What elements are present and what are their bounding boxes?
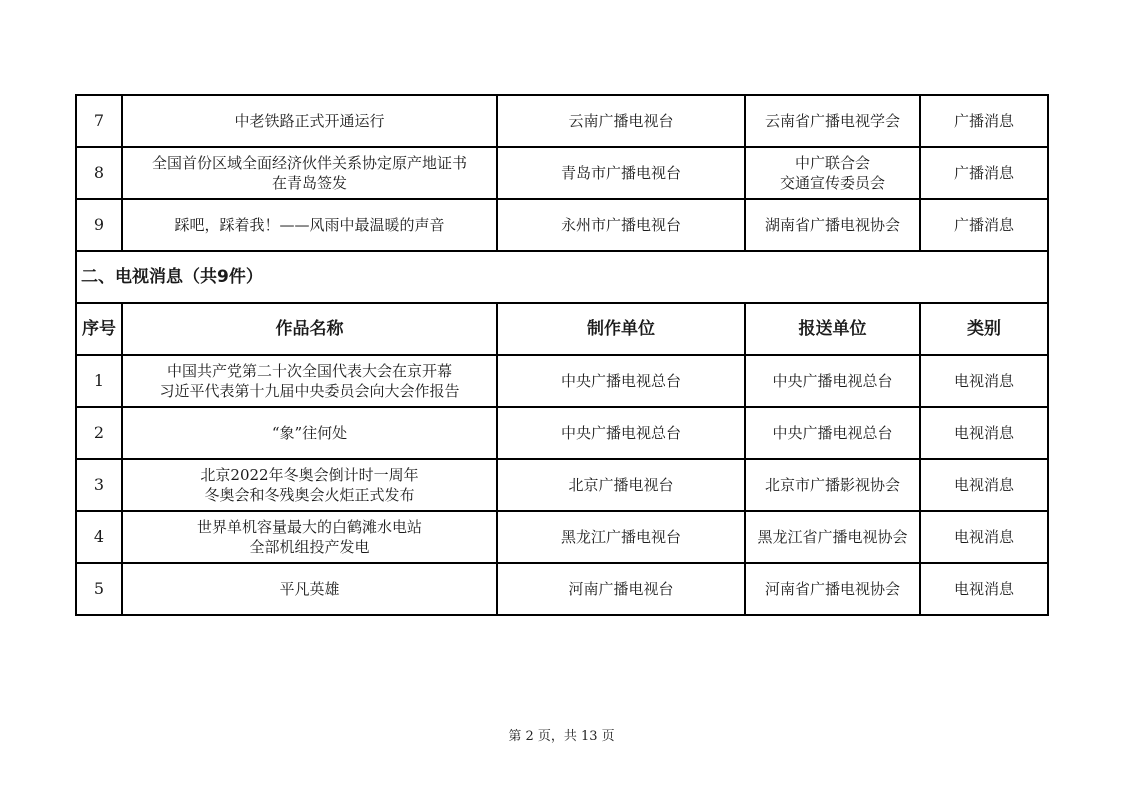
table-row — [76, 147, 1048, 199]
producer: 青岛市广播电视台 — [497, 147, 745, 199]
row-number: 2 — [76, 407, 122, 459]
category: 电视消息 — [920, 563, 1048, 615]
submitter: 中央广播电视总台 — [745, 355, 920, 407]
header-row — [76, 303, 1048, 355]
table-row — [76, 563, 1048, 615]
producer: 北京广播电视台 — [497, 459, 745, 511]
category: 电视消息 — [920, 355, 1048, 407]
award-table — [75, 94, 1049, 616]
row-number: 7 — [76, 95, 122, 147]
work-title: 平凡英雄 — [122, 563, 497, 615]
header-title: 作品名称 — [122, 303, 497, 355]
header-submitter: 报送单位 — [745, 303, 920, 355]
submitter: 云南省广播电视学会 — [745, 95, 920, 147]
work-title: 踩吧，踩着我！——风雨中最温暖的声音 — [122, 199, 497, 251]
producer: 黑龙江广播电视台 — [497, 511, 745, 563]
category: 广播消息 — [920, 147, 1048, 199]
table-row — [76, 199, 1048, 251]
producer: 永州市广播电视台 — [497, 199, 745, 251]
work-title: 全国首份区域全面经济伙伴关系协定原产地证书 在青岛签发 — [122, 147, 497, 199]
work-title: 中国共产党第二十次全国代表大会在京开幕 习近平代表第十九届中央委员会向大会作报告 — [122, 355, 497, 407]
work-title: 世界单机容量最大的白鹤滩水电站 全部机组投产发电 — [122, 511, 497, 563]
producer: 河南广播电视台 — [497, 563, 745, 615]
submitter: 北京市广播影视协会 — [745, 459, 920, 511]
category: 广播消息 — [920, 95, 1048, 147]
table-row — [76, 511, 1048, 563]
table-row — [76, 459, 1048, 511]
header-producer: 制作单位 — [497, 303, 745, 355]
row-number: 8 — [76, 147, 122, 199]
work-title: “象”往何处 — [122, 407, 497, 459]
category: 广播消息 — [920, 199, 1048, 251]
submitter: 湖南省广播电视协会 — [745, 199, 920, 251]
submitter: 黑龙江省广播电视协会 — [745, 511, 920, 563]
section-title: 二、电视消息（共9件） — [76, 251, 1048, 303]
category: 电视消息 — [920, 459, 1048, 511]
submitter: 中央广播电视总台 — [745, 407, 920, 459]
header-category: 类别 — [920, 303, 1048, 355]
table-row — [76, 407, 1048, 459]
row-number: 3 — [76, 459, 122, 511]
row-number: 1 — [76, 355, 122, 407]
category: 电视消息 — [920, 511, 1048, 563]
section-row — [76, 251, 1048, 303]
submitter: 中广联合会 交通宣传委员会 — [745, 147, 920, 199]
producer: 中央广播电视总台 — [497, 407, 745, 459]
submitter: 河南省广播电视协会 — [745, 563, 920, 615]
table-row — [76, 355, 1048, 407]
table-row — [76, 95, 1048, 147]
producer: 中央广播电视总台 — [497, 355, 745, 407]
producer: 云南广播电视台 — [497, 95, 745, 147]
header-num: 序号 — [76, 303, 122, 355]
work-title: 北京2022年冬奥会倒计时一周年 冬奥会和冬残奥会火炬正式发布 — [122, 459, 497, 511]
category: 电视消息 — [920, 407, 1048, 459]
work-title: 中老铁路正式开通运行 — [122, 95, 497, 147]
row-number: 9 — [76, 199, 122, 251]
row-number: 4 — [76, 511, 122, 563]
row-number: 5 — [76, 563, 122, 615]
page-footer: 第 2 页，共 13 页 — [508, 729, 615, 744]
